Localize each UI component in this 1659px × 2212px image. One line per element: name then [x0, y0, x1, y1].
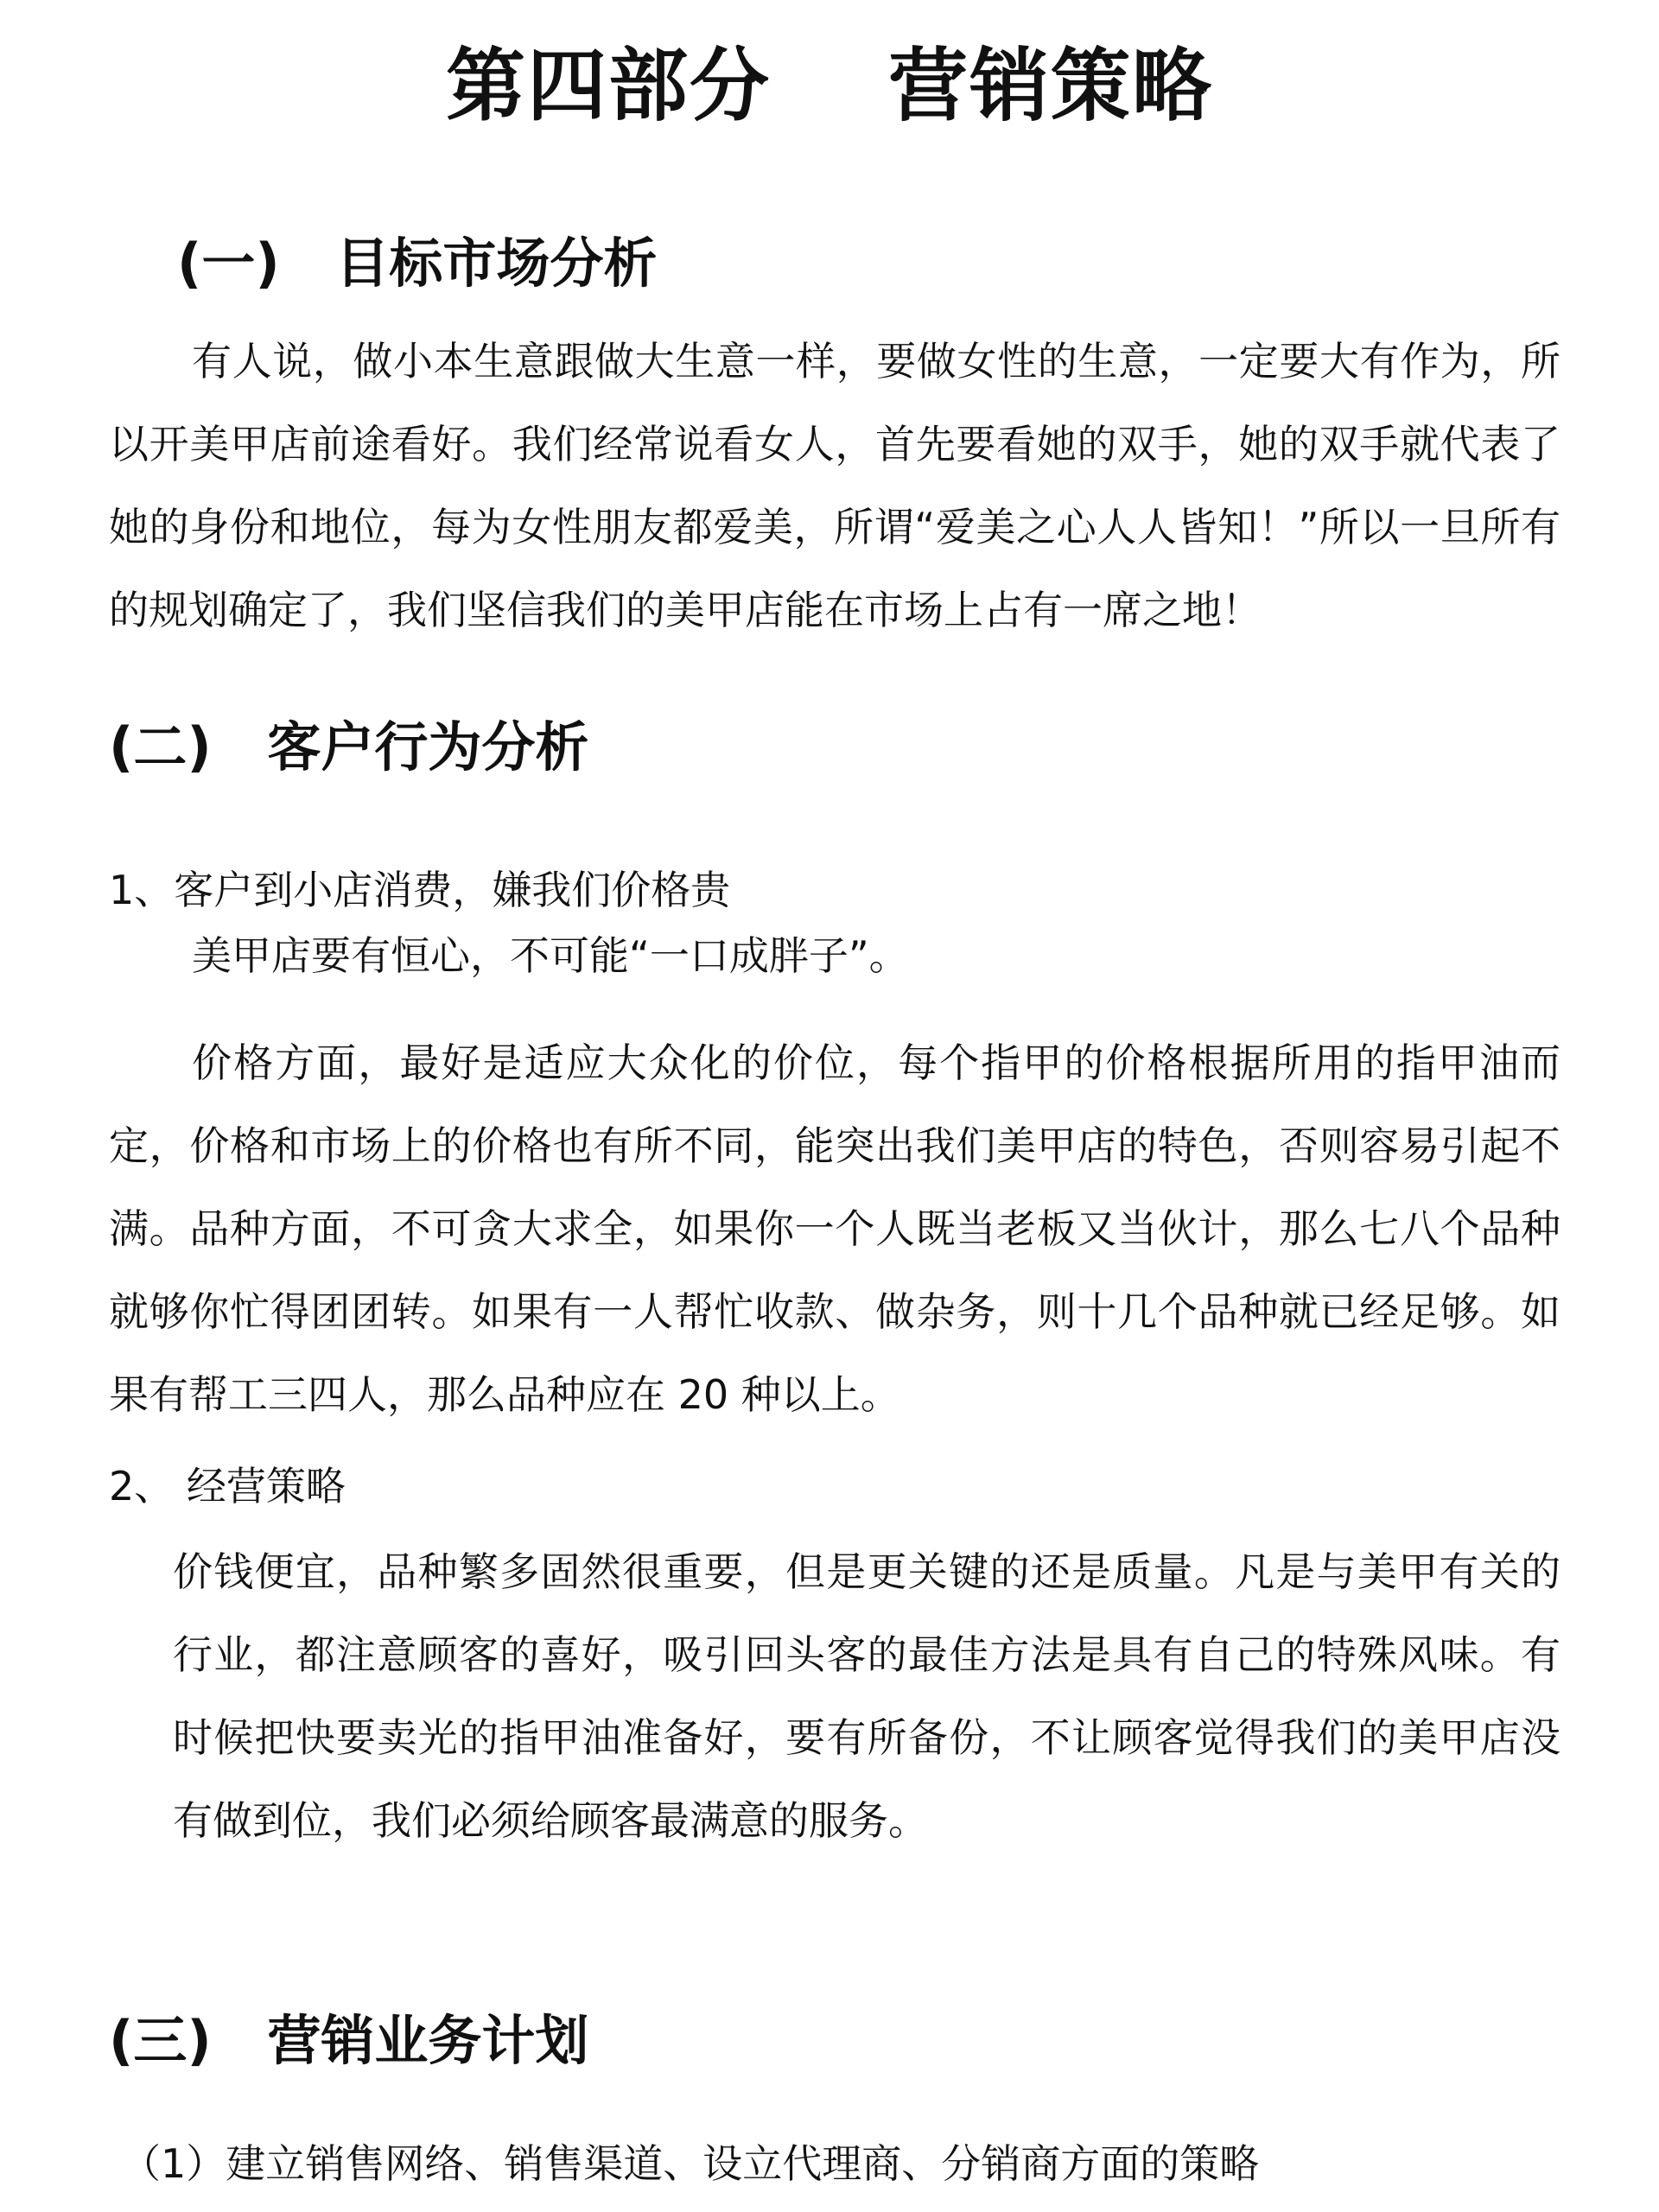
section-heading-marketing-plan: (三) 营销业务计划 [109, 2009, 589, 2072]
section-heading-customer-behavior: (二) 客户行为分析 [109, 715, 589, 779]
paragraph-business-strategy: 价钱便宜，品种繁多固然很重要，但是更关键的还是质量。凡是与美甲有关的行业，都注意顾客的喜好，吸引回头客的最佳方法是具有自己的特殊风味。有时候把快要卖光的指甲油准备好，要有所备份，不让顾客觉得我们的美甲店没有做到位，我们必须给顾客最满意的服务。 [173, 1548, 1560, 1844]
paragraph-pricing-variety: 价格方面，最好是适应大众化的价位，每个指甲的价格根据所用的指甲油而定，价格和市场上的价格也有所不同，能突出我们美甲店的特色，否则容易引起不满。品种方面，不可贪大求全，如果你一个人既当老板又当伙计，那么七八个品种就够你忙得团团转。如果有一人帮忙收款、做杂务，则十几个品种就已经足够。如果有帮工三四人，那么品种应在 20 种以上。 [109, 1039, 1560, 1418]
list-item-title-price: 1、客户到小店消费，嫌我们价格贵 [109, 867, 731, 913]
paragraph-target-market: 有人说，做小本生意跟做大生意一样，要做女性的生意，一定要大有作为，所以开美甲店前途看好。我们经常说看女人，首先要看她的双手，她的双手就代表了她的身份和地位，每为女性朋友都爱美，所谓“爱美之心人人皆知！”所以一旦所有的规划确定了，我们坚信我们的美甲店能在市场上占有一席之地！ [109, 338, 1560, 633]
list-item-sales-network: （1）建立销售网络、销售渠道、设立代理商、分销商方面的策略 [121, 2140, 1260, 2187]
page-title: 第四部分 营销策略 [445, 40, 1214, 132]
list-item-title-strategy: 2、 经营策略 [109, 1463, 346, 1510]
list-item-subtitle-patience: 美甲店要有恒心，不可能“一口成胖子”。 [192, 932, 909, 979]
section-heading-target-market: (一) 目标市场分析 [177, 232, 658, 295]
